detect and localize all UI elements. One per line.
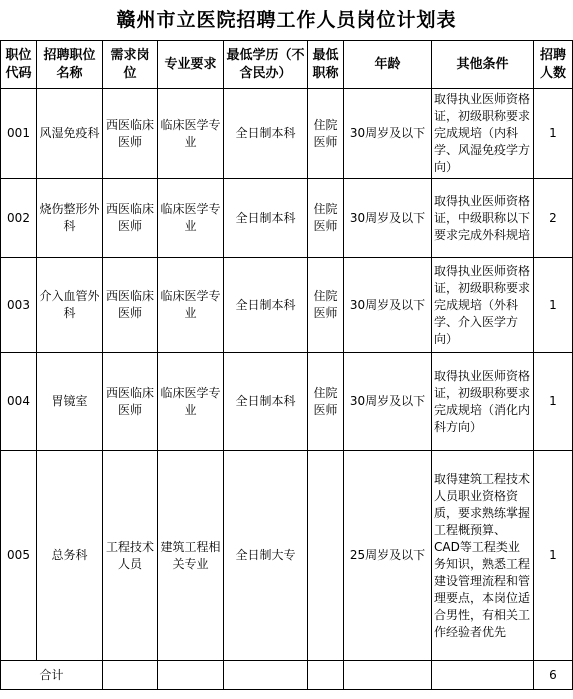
cell-name: 胃镜室 xyxy=(37,353,103,451)
cell-code: 004 xyxy=(1,353,37,451)
cell-code: 003 xyxy=(1,258,37,353)
cell-name: 总务科 xyxy=(37,451,103,661)
cell-code: 005 xyxy=(1,451,37,661)
cell-age: 30周岁及以下 xyxy=(344,258,432,353)
cell-rank xyxy=(308,451,344,661)
cell-code: 001 xyxy=(1,89,37,179)
header-edu: 最低学历（不含民办） xyxy=(224,41,308,89)
table-row xyxy=(1,89,573,179)
header-other: 其他条件 xyxy=(432,41,534,89)
cell-name: 风湿免疫科 xyxy=(37,89,103,179)
cell-other: 取得执业医师资格证，中级职称以下要求完成外科规培 xyxy=(432,179,534,258)
cell-edu: 全日制大专 xyxy=(224,451,308,661)
cell-major: 临床医学专业 xyxy=(158,89,224,179)
cell-count: 2 xyxy=(534,179,573,258)
header-code: 职位代码 xyxy=(1,41,37,89)
cell-count: 1 xyxy=(534,258,573,353)
total-empty-cell xyxy=(158,661,224,690)
cell-major: 建筑工程相关专业 xyxy=(158,451,224,661)
cell-age: 25周岁及以下 xyxy=(344,451,432,661)
cell-edu: 全日制本科 xyxy=(224,89,308,179)
table-header-row xyxy=(1,41,573,89)
cell-rank: 住院医师 xyxy=(308,258,344,353)
cell-rank: 住院医师 xyxy=(308,89,344,179)
cell-other: 取得执业医师资格证，初级职称要求完成规培（内科学、风湿免疫学方向） xyxy=(432,89,534,179)
cell-rank: 住院医师 xyxy=(308,179,344,258)
cell-edu: 全日制本科 xyxy=(224,179,308,258)
total-empty-cell xyxy=(103,661,158,690)
cell-age: 30周岁及以下 xyxy=(344,89,432,179)
cell-age: 30周岁及以下 xyxy=(344,179,432,258)
cell-post: 西医临床医师 xyxy=(103,353,158,451)
cell-post: 工程技术人员 xyxy=(103,451,158,661)
cell-age: 30周岁及以下 xyxy=(344,353,432,451)
header-count: 招聘人数 xyxy=(534,41,573,89)
cell-count: 1 xyxy=(534,353,573,451)
cell-other: 取得执业医师资格证，初级职称要求完成规培（外科学、介入医学方向） xyxy=(432,258,534,353)
table-row xyxy=(1,179,573,258)
cell-edu: 全日制本科 xyxy=(224,353,308,451)
header-age: 年龄 xyxy=(344,41,432,89)
cell-other: 取得建筑工程技术人员职业资格资质，要求熟练掌握工程概预算、CAD等工程类业务知识，熟悉工程建设管理流程和管理要点，本岗位适合男性，有相关工作经验者优先 xyxy=(432,451,534,661)
cell-major: 临床医学专业 xyxy=(158,353,224,451)
total-empty-cell xyxy=(344,661,432,690)
cell-major: 临床医学专业 xyxy=(158,258,224,353)
cell-count: 1 xyxy=(534,451,573,661)
table-row xyxy=(1,451,573,661)
cell-post: 西医临床医师 xyxy=(103,179,158,258)
table-row xyxy=(1,353,573,451)
total-empty-cell xyxy=(224,661,308,690)
total-row xyxy=(1,661,573,690)
cell-count: 1 xyxy=(534,89,573,179)
cell-other: 取得执业医师资格证，初级职称要求完成规培（消化内科方向） xyxy=(432,353,534,451)
cell-edu: 全日制本科 xyxy=(224,258,308,353)
header-name: 招聘职位名称 xyxy=(37,41,103,89)
page-title: 赣州市立医院招聘工作人员岗位计划表 xyxy=(116,9,457,31)
cell-rank: 住院医师 xyxy=(308,353,344,451)
recruitment-plan-table xyxy=(0,40,573,690)
total-empty-cell xyxy=(308,661,344,690)
header-rank: 最低职称 xyxy=(308,41,344,89)
cell-code: 002 xyxy=(1,179,37,258)
total-empty-cell xyxy=(432,661,534,690)
header-major: 专业要求 xyxy=(158,41,224,89)
cell-major: 临床医学专业 xyxy=(158,179,224,258)
cell-post: 西医临床医师 xyxy=(103,89,158,179)
total-count: 6 xyxy=(534,661,573,690)
table-row xyxy=(1,258,573,353)
cell-name: 介入血管外科 xyxy=(37,258,103,353)
cell-post: 西医临床医师 xyxy=(103,258,158,353)
header-post: 需求岗位 xyxy=(103,41,158,89)
cell-name: 烧伤整形外科 xyxy=(37,179,103,258)
total-label: 合计 xyxy=(1,661,103,690)
